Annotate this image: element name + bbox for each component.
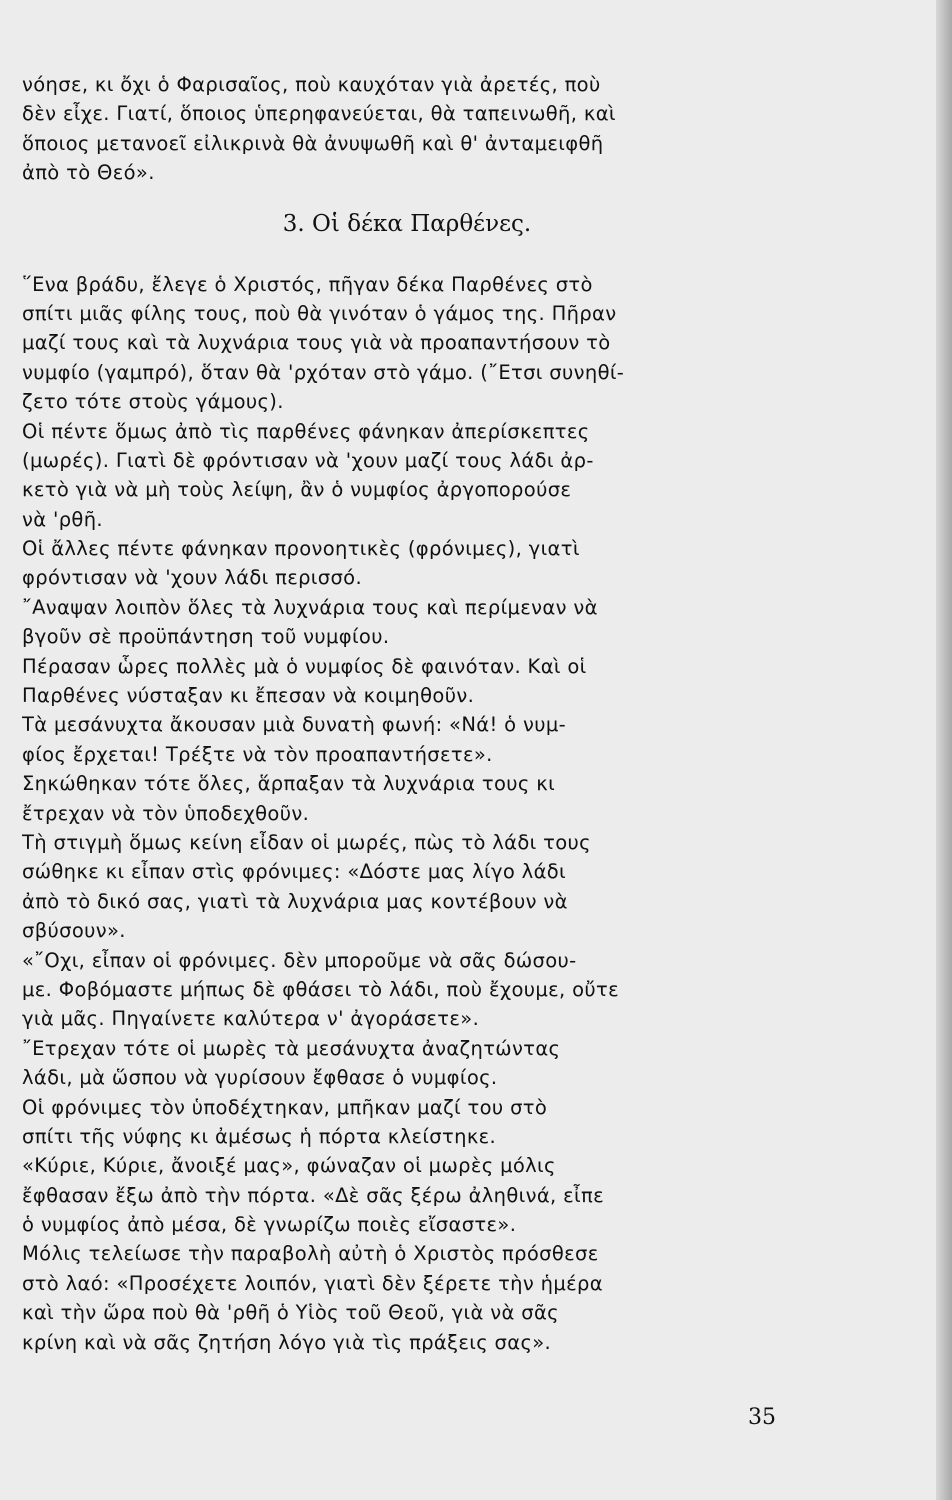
- text-line: Τὰ μεσάνυχτα ἄκουσαν μιὰ δυνατὴ φωνή: «Νά! ὁ νυμ-: [22, 713, 567, 737]
- text-line: Πέρασαν ὧρες πολλὲς μὰ ὁ νυμφίος δὲ φαινόταν. Καὶ οἱ: [22, 654, 587, 678]
- section-heading: 3. Οἱ δέκα Παρθένες.: [282, 210, 532, 237]
- text-line: φίος ἔρχεται! Τρέξτε νὰ τὸν προαπαντήσετε».: [22, 742, 493, 766]
- text-line: μαζί τους καὶ τὰ λυχνάρια τους γιὰ νὰ προαπαντήσουν τὸ: [22, 331, 611, 355]
- text-line: ἔφθασαν ἔξω ἀπὸ τὴν πόρτα. «Δὲ σᾶς ξέρω ἀληθινά, εἶπε: [22, 1183, 604, 1207]
- text-line: ζετο τότε στοὺς γάμους).: [22, 390, 284, 414]
- text-line: βγοῦν σὲ προϋπάντηση τοῦ νυμφίου.: [22, 625, 390, 649]
- page-binding-edge: [936, 0, 952, 1500]
- text-line: στὸ λαό: «Προσέχετε λοιπόν, γιατὶ δὲν ξέρετε τὴν ἡμέρα: [22, 1271, 603, 1295]
- text-line: Οἱ ἄλλες πέντε φάνηκαν προνοητικὲς (φρόνιμες), γιατὶ: [22, 537, 580, 561]
- text-line: δὲν εἶχε. Γιατί, ὅποιος ὑπερηφανεύεται, θὰ ταπεινωθῆ, καὶ: [22, 102, 616, 126]
- text-line: κρίνη καὶ νὰ σᾶς ζητήση λόγο γιὰ τὶς πράξεις σας».: [22, 1330, 552, 1354]
- text-line: (μωρές). Γιατὶ δὲ φρόντισαν νὰ 'χουν μαζί τους λάδι ἀρ-: [22, 448, 594, 472]
- text-line: λάδι, μὰ ὥσπου νὰ γυρίσουν ἔφθασε ὁ νυμφίος.: [22, 1066, 498, 1090]
- text-line: γιὰ μᾶς. Πηγαίνετε καλύτερα ν' ἀγοράσετε».: [22, 1007, 480, 1031]
- text-line: ῎Αναψαν λοιπὸν ὅλες τὰ λυχνάρια τους καὶ περίμεναν νὰ: [22, 595, 598, 619]
- text-line: με. Φοβόμαστε μήπως δὲ φθάσει τὸ λάδι, ποὺ ἔχουμε, οὔτε: [22, 977, 620, 1001]
- text-line: κετὸ γιὰ νὰ μὴ τοὺς λείψη, ἂν ὁ νυμφίος ἀργοπορούσε: [22, 478, 572, 502]
- text-line: «῎Οχι, εἶπαν οἱ φρόνιμες. δὲν μποροῦμε νὰ σᾶς δώσου-: [22, 948, 577, 972]
- text-line: Οἱ φρόνιμες τὸν ὑποδέχτηκαν, μπῆκαν μαζί του στὸ: [22, 1095, 548, 1119]
- text-line: Μόλις τελείωσε τὴν παραβολὴ αὐτὴ ὁ Χριστὸς πρόσθεσε: [22, 1242, 599, 1266]
- text-line: ὁ νυμφίος ἀπὸ μέσα, δὲ γνωρίζω ποιὲς εἴσαστε».: [22, 1213, 517, 1237]
- page-number: 35: [748, 1405, 776, 1430]
- page-text: [22, 70, 772, 1357]
- text-line: Σηκώθηκαν τότε ὅλες, ἅρπαξαν τὰ λυχνάρια τους κι: [22, 772, 556, 796]
- text-line: Οἱ πέντε ὅμως ἀπὸ τὶς παρθένες φάνηκαν ἀπερίσκεπτες: [22, 419, 590, 443]
- text-line: σπίτι μιᾶς φίλης τους, ποὺ θὰ γινόταν ὁ γάμος της. Πῆραν: [22, 301, 617, 325]
- text-line: σβύσουν».: [22, 919, 126, 943]
- intro-paragraph: [22, 70, 772, 188]
- parable-text: [22, 270, 772, 1357]
- text-line: ἔτρεχαν νὰ τὸν ὑποδεχθοῦν.: [22, 801, 310, 825]
- text-line: σώθηκε κι εἶπαν στὶς φρόνιμες: «Δόστε μας λίγο λάδι: [22, 860, 567, 884]
- text-line: νόησε, κι ὄχι ὁ Φαρισαῖος, ποὺ καυχόταν γιὰ ἀρετές, ποὺ: [22, 73, 601, 96]
- text-line: ὅποιος μετανοεῖ εἰλικρινὰ θὰ ἀνυψωθῆ καὶ θ' ἀνταμειφθῆ: [22, 131, 604, 155]
- text-line: σπίτι τῆς νύφης κι ἀμέσως ἡ πόρτα κλείστηκε.: [22, 1124, 497, 1148]
- text-line: Τὴ στιγμὴ ὅμως κείνη εἶδαν οἱ μωρές, πὼς τὸ λάδι τους: [22, 830, 591, 854]
- text-line: ῎Ετρεχαν τότε οἱ μωρὲς τὰ μεσάνυχτα ἀναζητώντας: [22, 1036, 561, 1060]
- text-line: ἀπὸ τὸ Θεό».: [22, 161, 155, 185]
- text-line: νυμφίο (γαμπρό), ὅταν θὰ 'ρχόταν στὸ γάμο. (῎Ετσι συνηθί-: [22, 360, 625, 384]
- text-line: Παρθένες νύσταξαν κι ἔπεσαν νὰ κοιμηθοῦν.: [22, 684, 475, 708]
- text-line: ῞Ενα βράδυ, ἔλεγε ὁ Χριστός, πῆγαν δέκα Παρθένες στὸ: [22, 272, 593, 296]
- text-line: νὰ 'ρθῆ.: [22, 507, 103, 531]
- text-line: καὶ τὴν ὥρα ποὺ θὰ 'ρθῆ ὁ Υἱὸς τοῦ Θεοῦ, γιὰ νὰ σᾶς: [22, 1301, 559, 1325]
- text-line: ἀπὸ τὸ δικό σας, γιατὶ τὰ λυχνάρια μας κοντέβουν νὰ: [22, 889, 568, 913]
- text-line: φρόντισαν νὰ 'χουν λάδι περισσό.: [22, 566, 363, 590]
- text-line: «Κύριε, Κύριε, ἄνοιξέ μας», φώναζαν οἱ μωρὲς μόλις: [22, 1154, 556, 1178]
